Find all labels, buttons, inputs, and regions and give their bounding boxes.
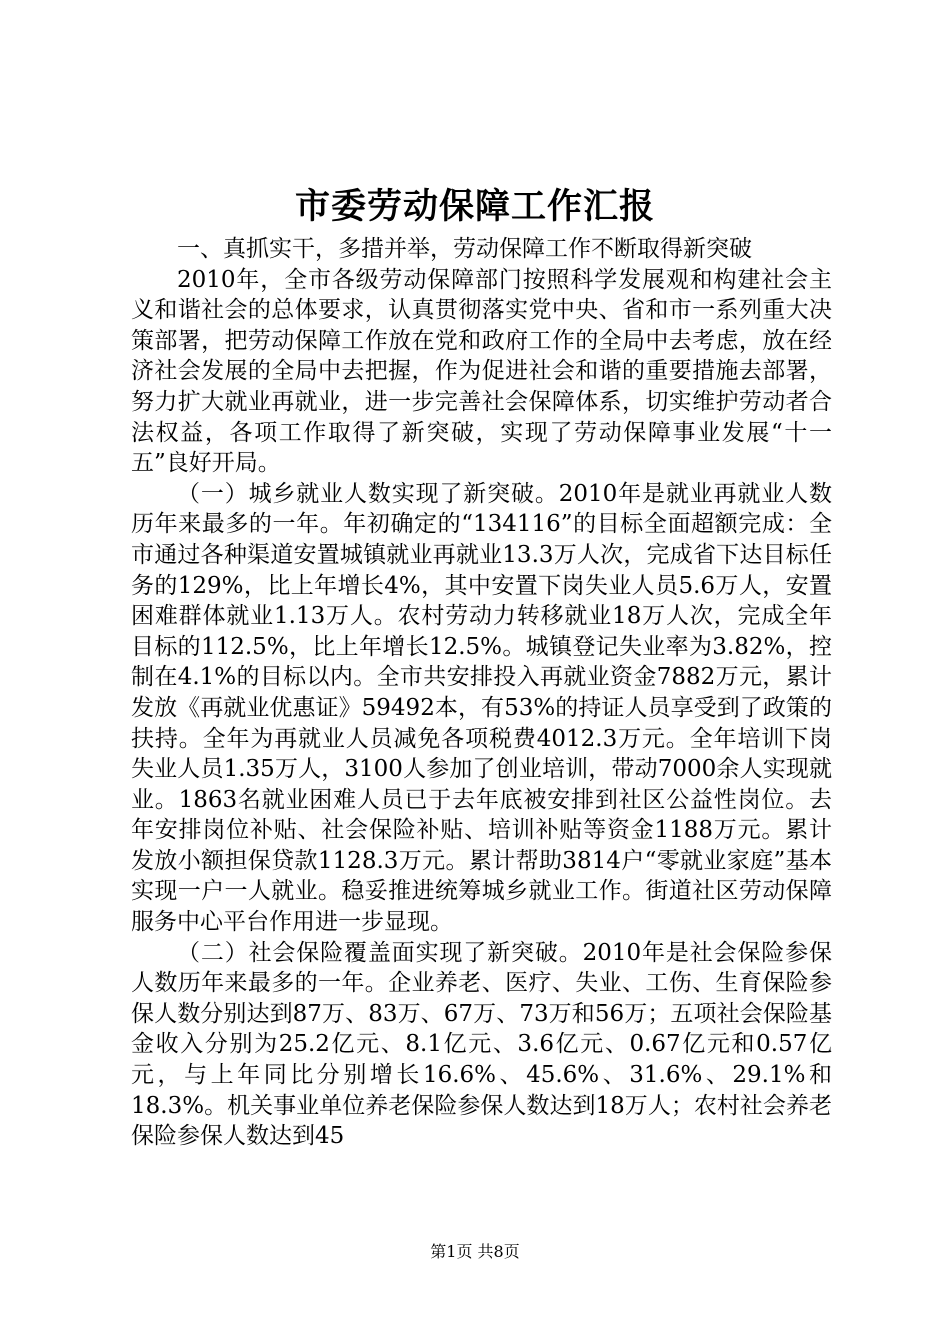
document-title: 市委劳动保障工作汇报 xyxy=(294,186,655,227)
body-paragraph: （一）城乡就业人数实现了新突破。2010年是就业再就业人数历年来最多的一年。年初确定的“134116”的目标全面超额完成：全市通过各种渠道安置城镇就业再就业13.3万人次，完成省下达目标任务的129%，比上年增长4%，其中安置下岗失业人员5.6万人，安置困难群体就业1.13万人。农村劳动力转移就业18万人次，完成全年目标的112.5%，比上年增长12.5%。城镇登记失业率为3.82%，控制在4.1%的目标以内。全市共安排投入再就业资金7882万元，累计发放《再就业优惠证》59492本，有53%的持证人员享受到了政策的扶持。全年为再就业人员减免各项税费4012.3万元。全年培训下岗失业人员1.35万人，3100人参加了创业培训，带动7000余人实现就业。1863名就业困难人员已于去年底被安排到社区公益性岗位。去年安排岗位补贴、社会保险补贴、培训补贴等资金1188万元。累计发放小额担保贷款1128.3万元。累计帮助3814户“零就业家庭”基本实现一户一人就业。稳妥推进统筹城乡就业工作。街道社区劳动保障服务中心平台作用进一步显现。 xyxy=(131,480,832,936)
body-paragraph: （二）社会保险覆盖面实现了新突破。2010年是社会保险参保人数历年来最多的一年。企业养老、医疗、失业、工伤、生育保险参保人数分别达到87万、83万、67万、73万和56万；五项社会保险基金收入分别为25.2亿元、8.1亿元、3.6亿元、0.67亿元和0.57亿元，与上年同比分别增长16.6%、45.6%、31.6%、29.1%和18.3%。机关事业单位养老保险参保人数达到18万人；农村社会养老保险参保人数达到45 xyxy=(131,939,832,1150)
body-paragraph: 2010年，全市各级劳动保障部门按照科学发展观和构建社会主义和谐社会的总体要求，认真贯彻落实党中央、省和市一系列重大决策部署，把劳动保障工作放在党和政府工作的全局中去考虑，放在经济社会发展的全局中去把握，作为促进社会和谐的重要措施去部署，努力扩大就业再就业，进一步完善社会保障体系，切实维护劳动者合法权益，各项工作取得了新突破，实现了劳动保障事业发展“十一五”良好开局。 xyxy=(131,266,832,477)
page-footer: 第1页 共8页 xyxy=(430,1242,520,1261)
section-heading: 一、真抓实干，多措并举，劳动保障工作不断取得新突破 xyxy=(177,236,752,262)
document-body xyxy=(131,234,832,1152)
